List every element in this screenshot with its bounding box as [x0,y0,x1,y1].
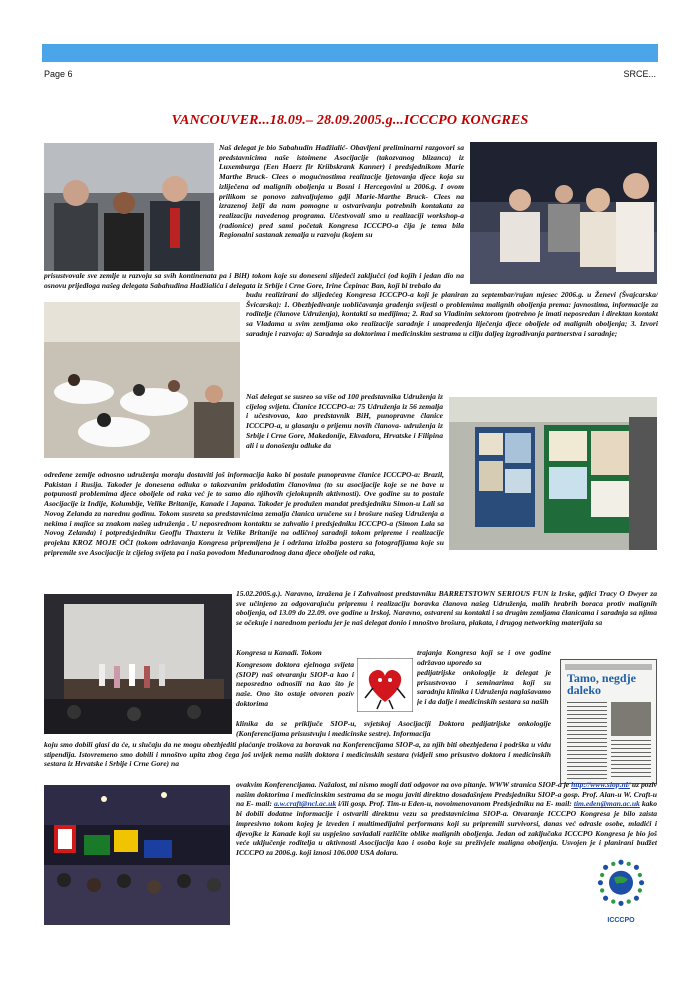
magazine-text-column [567,702,607,780]
magazine-header-strip [565,664,652,670]
article-title: VANCOUVER...18.09.– 28.09.2005.g...ICCCPO KONGRES [171,113,529,128]
header-bar [42,44,658,62]
siop-text-3: i/ili gosp. Prof. Tim-u Eden-u, novoimenovanom Predsjedniku na E- mail: [338,799,572,809]
paragraph-intro-continued: prisustvovale sve zemlje u razvoju sa svih kontinenata pa i BiH) tokom koje su doneseni slijedeći zaključci (od kojih i jedan dio na osnovu prijedloga našeg delegata Sabahudina Hadžialića i delegata iz Srbije i Crne Gore, Irine Čepinac Ban, koji bi trebalo da [44,271,464,290]
photo-audience [470,142,657,284]
photo-workshop [44,302,240,458]
photo-opening-ceremony [44,785,230,925]
paragraph-congress-right: trajanja Kongresa koji se i ove godine održavao uporedo sa [417,648,551,667]
section-name: SRCE... [623,69,656,79]
photo-poster-exhibition [449,397,657,550]
photo-stage-performance [44,594,232,734]
photo-delegates [44,143,214,271]
siop-website-link[interactable]: http://www.siop.nl/ [571,780,630,789]
eden-email-link[interactable]: tim.eden@man.ac.uk [573,799,640,809]
paragraph-congress-left: Kongresa u Kanadi. Tokom [236,648,322,657]
paragraph-intro: Naš delegat je bio Sabahudin Hadžialić- Obavljeni preliminarni razgovori sa predstavnicima naše istoimene Asocijacije (takozvanog blizanca) iz Luxemburga (Een Haerz fir Kriibskrank Kanner) i predsjednikom Marie Marthe Bruck- Clees o mogućnostima realizacije ljetovanja djece koja su izliječena od malignih oboljenja u Bosni i Hercegovini u 2006.g. I ovom prilikom se ponovo zahvaljujemo gdji Marie-Marthe Bruck- Clees na izrazenoj želji da nam pomogne u ostvarivanju potrebnih kontakata za realizaciju navedenog programa. Učestvovali smo u realizaciji workshop-a (radionice) pred sami početak Kongresa ICCCPO-a čija je tema bila Regionalni sastanak zemalja u razvoju (kojem su [219,143,464,240]
icccpo-logo-text: ICCCPO [607,917,635,924]
paragraph-barretstown: 15.02.2005.g.). Naravno, izražena je i Zahvalnost predstavniku BARRETSTOWN SERIOUS FUN iz Irske, gdjici Tracy O Dwyer za sve učinjeno za odgovarajuću pripremu i realizaciju boravka članova našeg Udruženja, malih hrabrih boraca protiv malignih oboljenja, od 13.09 do 22.09. ove godine u Irskoj. Naravno, ostvareni su kontakti i sa drugim zemljama članicama i saradnja sa njima se očekuje i narednom periodu jer je naš delegat donio i mnoštvo brošura, plakata, i drugog networking materijala sa [236,589,657,628]
siop-text-4: kako bi dobili dodatne informacije i ostvarili direktnu vezu sa predstavnicima SIOP-a. Otvaranje ICCCPO Kongresa je bilo zaista impresivno tokom kojeg je izveden i multimedijalni performans koji su pripremili survivorsi, danas već odrasle osobe, mladići i djevojke iz Kanade koji su uspješno savladali različite oblike malignih oboljenja. Jedan od zaključaka ICCCPO Kongresa je bio još veće uključenje roditelja u aktivnosti Asocijacija kao i osoba koje su preživjele maligna oboljenja. Usvojen je i planirani budžet ICCCPO za 2006.g. koji iznosi 106.000 USA dolara. [236,799,657,857]
paragraph-membership: određene zemlje odnosno udruženja moraju dostaviti još informacija kako bi postale punopravne članice ICCCPO-a: Brazil, Pakistan i Rusija. Također je donesena odluka o takozvanim pridodatim članovima (to su asocijacije koje se ne bave u potpunosti problemima djece oboljele od raka već je to samo dio njihovih cjelokupnih aktivnosti). Ove godine su to postale Asocijacije iz Indije, Kolumbije, Velike Britanije, Kanade i Japana. Također je produžen mandat predsjedniku Simon-u Lali sa Novog Zelanda za narednu godinu. Tokom susreta sa predstavnicima zemalja članica uručene su i brošure našeg Udruženja a nekima i majice sa znakom našeg udruženja . U neposrednom kontaktu se zahvalio i predsjedniku ICCCPO-a (Simon Lala sa Novog Zelanda) i potpredsjedniku Geoffu Thaxteru iz Velike Britanije na odličnoj saradnji tokom pripreme i realizacije projekta KROZ MOJE OČI (tokom održavanja Kongresa pripremljena je i održana izložba postera sa fotografijama koje su pripremile sve Asocijacije iz cijelog svijeta pa i naša povodom Međunarodnog dana djece oboljele od raka, [44,470,444,557]
siop-text-2: uz poziv našim doktorima i medicinskim sestrama da se mogu javiti direktno dosadašnjem Predsjedniku SIOP-a gosp. Prof. Alan-u W. Craft-u na E- mail: [236,780,657,809]
paragraph-siop-tail: klinika da se priključe SIOP-u, svjetskoj Asocijaciji Doktora pedijatrijske onkologije (Konferencijama prisustvuju i medicinske sestre). Informacija [236,719,551,738]
siop-text-1: ovakvim Konferencijama. Nažalost, mi nismo mogli dati odgovor na ovo pitanje. WWW stranica SIOP-a je [236,780,570,789]
paragraph-conclusions: budu realizirani do slijedećeg Kongresa ICCCPO-a koji je planiran za septembar/rujan mjesec 2006.g. u Ženevi (Švajcarska/Švicarska): 1. Obezbjeđivanje uobličavanja građenja svijesti o problemima malignih oboljenja prema: javnostima, informacije za roditelje (članove Udruženja), kontakti sa medijima; 2. Rad sa Vladinim sektorom (potrebno je imati neposredan i direktan kontakt sa Vladama u svim zemljama oko realizacije saradnje i unapređenja liječenja djece oboljele od malignih oboljenja; 3. Izvori saradnje i razvoja: a) Saradnja sa doktorima i medicinskim sestrama u cilju daljeg izgrađivanja partnerstva i saradnje; [246,290,658,338]
paragraph-stipends: koju smo dobili glasi da će, u slučaju da ne mogu obezbjediti plaćanje troškova za boravak na Konferencijama SIOP-a, za njih biti obezbjeđena i podrška u vidu stipendija. Istovremeno smo dobili i mnoštvo upita zbog čega još uvijek nema naših doktora i medicinskih sestara (vidjeli smo prisustvo doktora i medicinskih sestara iz Hrvatske i Srbije i Crne Gore) na [44,740,551,769]
paragraph-siop-left: Kongresom doktora ejelnoga svijeta (SIOP) naš otvaranju SIOP-a kao i neposredno odnosili na kao što je naše. Ono što ostaje otvoren pozív doktorima [236,660,354,708]
heart-mascot-icon [357,658,413,712]
magazine-text-column-2 [611,740,651,780]
magazine-title: Tamo, negdje daleko [567,671,636,697]
paragraph-delegate-meeting: Naš delegat se susreo sa više od 100 predstavnika Udruženja iz cijelog svijeta. Članice ICCCPO-a: 75 Udruženja iz 56 zemalja i učestvovao, kao predstavnik BiH, punopravne članice ICCCPO-a, u glasanju o prijemu novih članova- udruženja iz Srbije i Crne Gore, Makedonije, Ekvadora, Hrvatske i Filipina ali i u donošenju odluke da [246,392,443,450]
magazine-photo [611,702,651,736]
icccpo-logo [585,857,657,927]
page-number: Page 6 [44,69,73,79]
craft-email-link[interactable]: a.w.craft@ncl.ac.uk [274,799,337,809]
paragraph-siop-right: pedijatrijske onkologije iz delegat je prisustvovao i seminarima koji su saradnju klinika i Udruženja naglašavamo je i da dalje i medicinskih sestara sa naših [417,668,551,707]
magazine-clipping [560,659,657,784]
